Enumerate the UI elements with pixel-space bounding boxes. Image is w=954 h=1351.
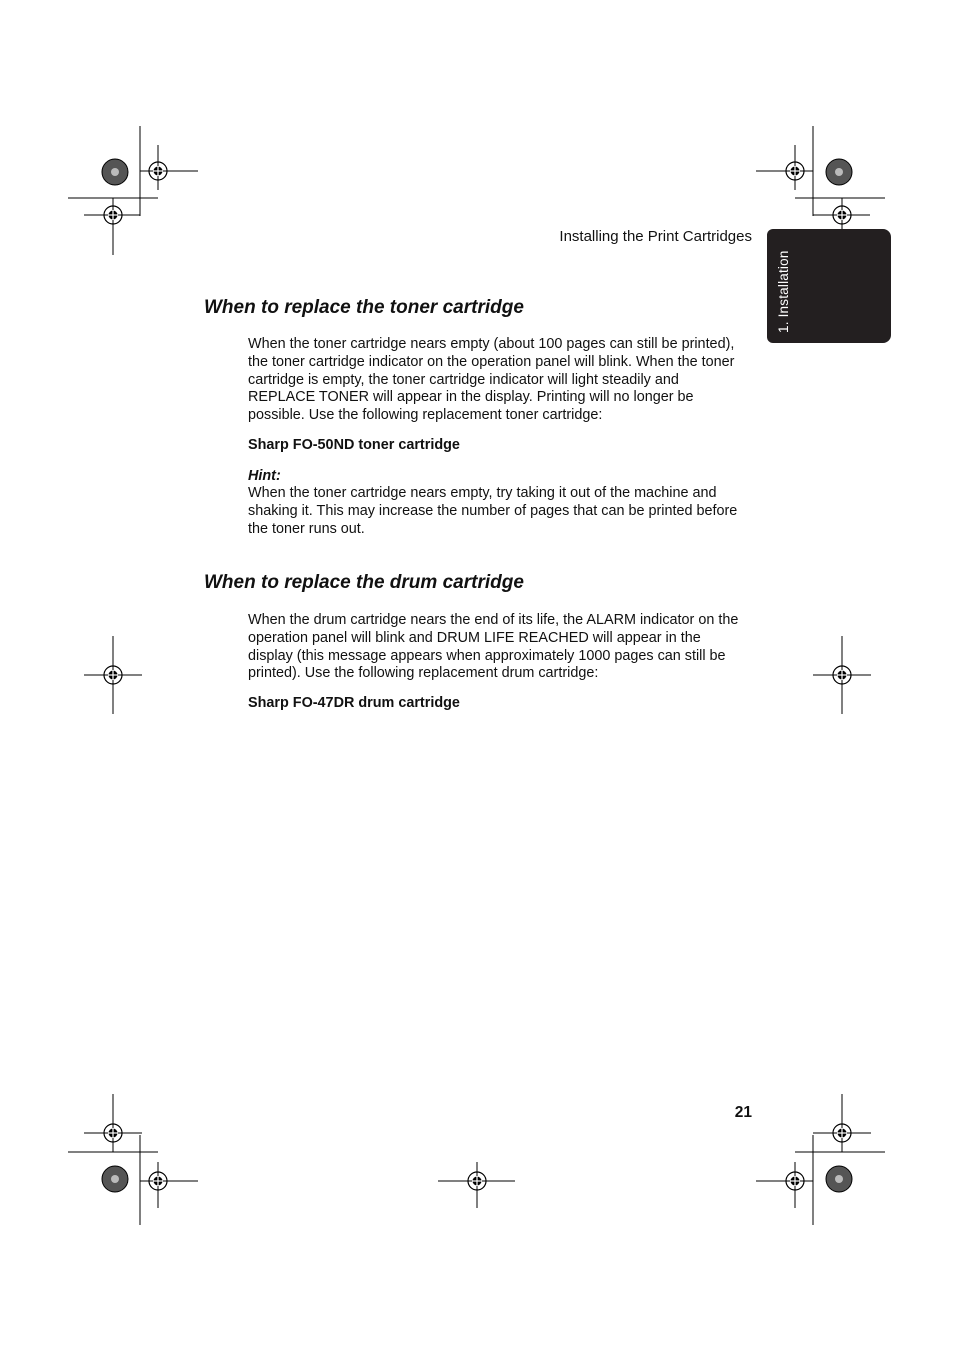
color-target-icon xyxy=(826,1166,852,1192)
toner-part-number: Sharp FO-50ND toner cartridge xyxy=(248,437,460,453)
color-target-icon xyxy=(826,159,852,185)
running-header: Installing the Print Cartridges xyxy=(559,228,752,245)
page-number: 21 xyxy=(734,1104,752,1121)
color-target-icon xyxy=(102,159,128,185)
section-heading-toner: When to replace the toner cartridge xyxy=(204,297,524,318)
color-target-icon xyxy=(102,1166,128,1192)
chapter-tab-label: 1. Installation xyxy=(776,250,791,333)
toner-body-text: When the toner cartridge nears empty (about 100 pages can still be printed), the toner cartridge indicator on the operation panel will blink. When the toner cartridge is empty, the toner cartridge indicator will light steadily and REPLACE TONER will appear in the display. Printing will no longer be possible. Use the following replacement toner cartridge: xyxy=(248,336,735,424)
section-heading-drum: When to replace the drum cartridge xyxy=(204,572,524,593)
drum-body-text: When the drum cartridge nears the end of its life, the ALARM indicator on the operation panel will blink and DRUM LIFE REACHED will appear in the display (this message appears when approximately 1000 pages can still be printed). Use the following replacement drum cartridge: xyxy=(248,612,739,682)
hint-label: Hint: xyxy=(248,468,281,484)
hint-text: When the toner cartridge nears empty, try taking it out of the machine and shaking it. This may increase the number of pages that can be printed before the toner runs out. xyxy=(248,485,738,537)
drum-part-number: Sharp FO-47DR drum cartridge xyxy=(248,695,460,711)
